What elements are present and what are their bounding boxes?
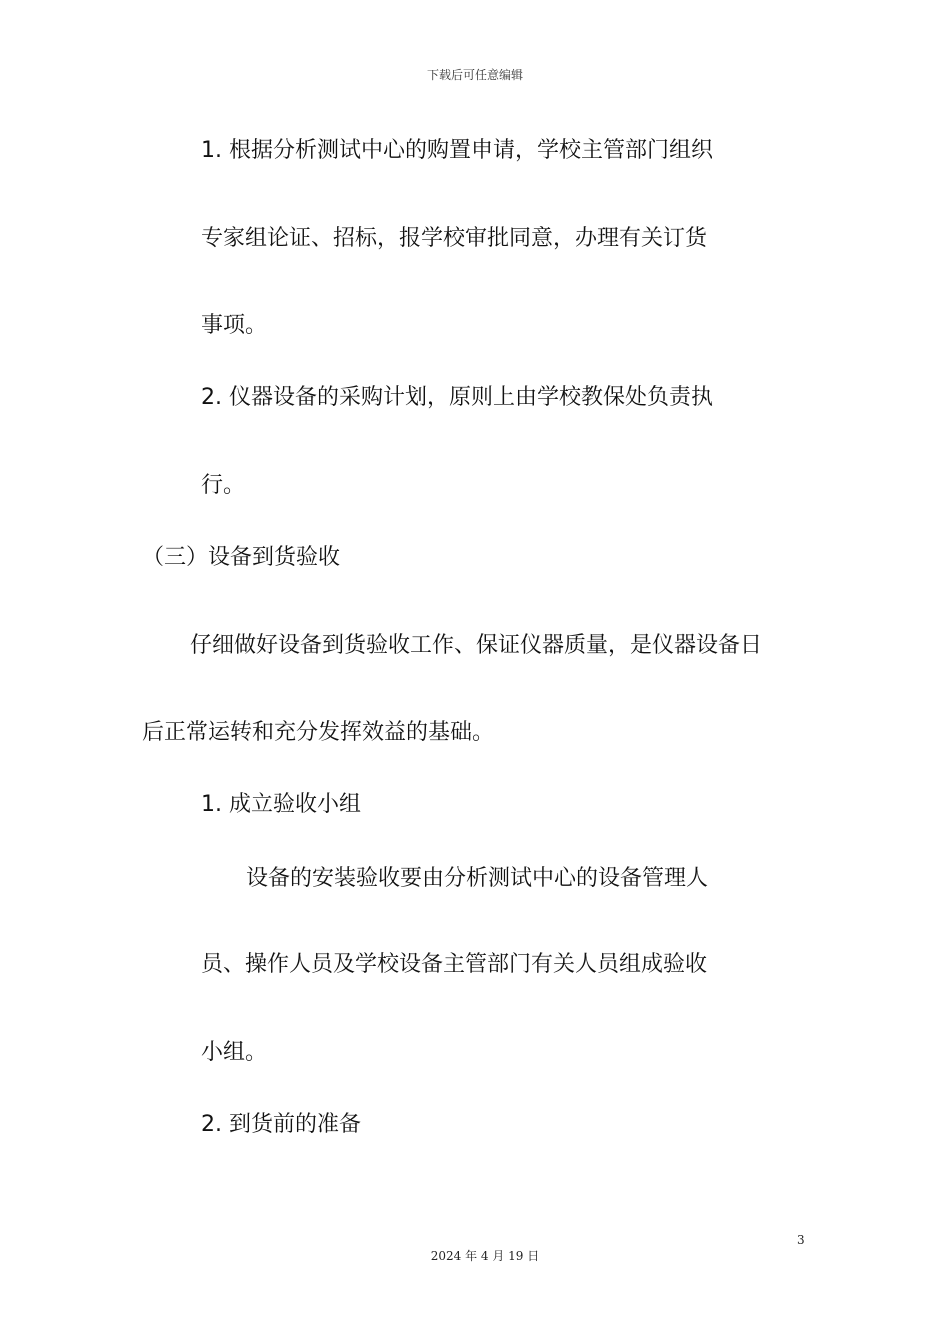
body-line: 2. 仪器设备的采购计划，原则上由学校教保处负责执 [201,385,713,410]
body-line: 仔细做好设备到货验收工作、保证仪器质量，是仪器设备日 [190,633,763,658]
body-line: 1. 根据分析测试中心的购置申请，学校主管部门组织 [201,138,713,163]
body-line: 小组。 [201,1040,268,1065]
subsection-heading: 1. 成立验收小组 [201,792,361,817]
page-header: 下载后可任意编辑 [426,68,523,82]
body-line: 员、操作人员及学校设备主管部门有关人员组成验收 [201,952,708,977]
section-heading: （三）设备到货验收 [142,545,341,570]
subsection-heading: 2. 到货前的准备 [201,1112,361,1137]
body-line: 后正常运转和充分发挥效益的基础。 [142,720,495,745]
footer-date: 2024 年 4 月 19 日 [430,1249,540,1263]
page-number: 3 [797,1233,805,1247]
body-line: 专家组论证、招标，报学校审批同意，办理有关订货 [201,226,708,251]
body-line: 事项。 [201,313,268,338]
body-line: 行。 [201,473,246,498]
body-line: 设备的安装验收要由分析测试中心的设备管理人 [246,866,709,891]
